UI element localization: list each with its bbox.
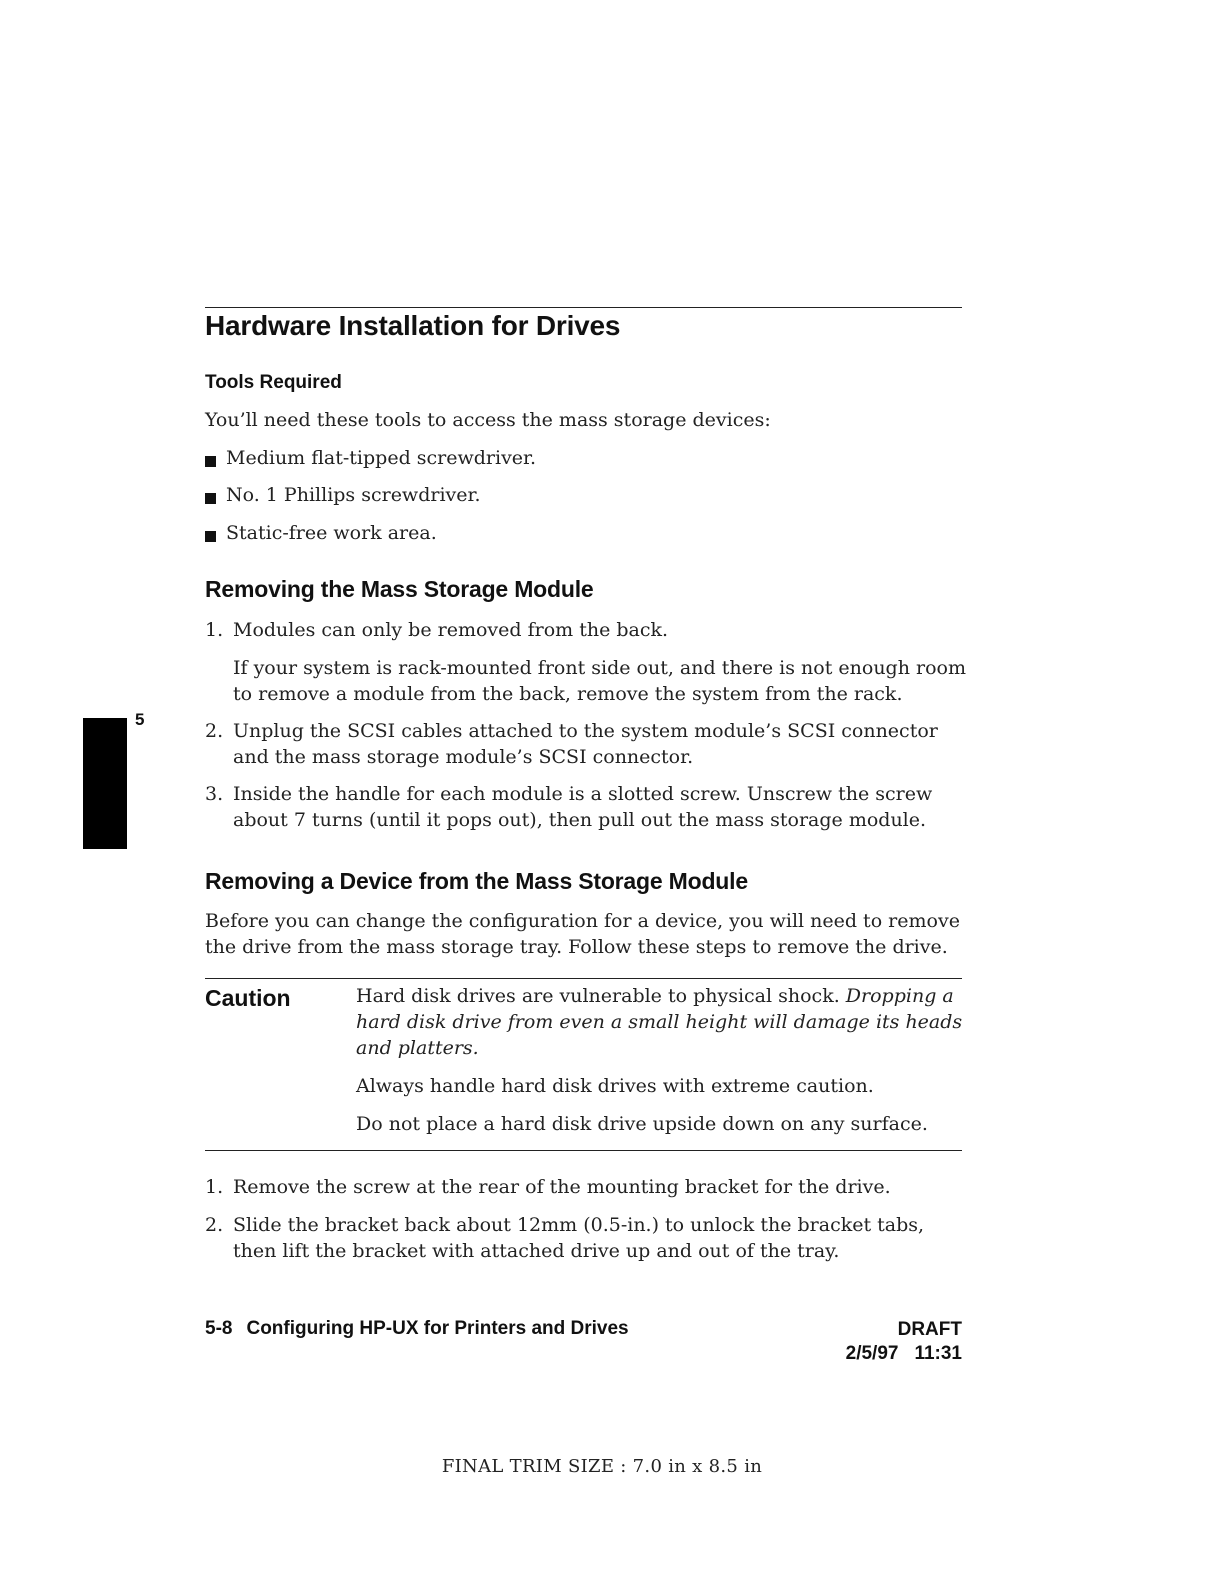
step-note: If your system is rack-mounted front side out, and there is not enough room to remove a module from the back, remove the system from the rack. xyxy=(233,657,966,705)
tools-item: Medium flat-tipped screwdriver. xyxy=(226,447,537,469)
footer-status: DRAFT xyxy=(897,1319,962,1340)
step-number: 1. xyxy=(205,1176,224,1198)
title-rule xyxy=(205,307,962,308)
footer-datetime xyxy=(846,1342,962,1366)
removing-module-heading: Removing the Mass Storage Module xyxy=(205,576,594,602)
step-text: Unplug the SCSI cables attached to the system module’s SCSI connector and the mass storage module’s SCSI connector. xyxy=(233,720,938,768)
bullet-icon xyxy=(205,456,216,467)
removing-device-intro: Before you can change the configuration for a device, you will need to remove the drive from the mass storage tray. Follow these steps to remove the drive. xyxy=(205,910,960,958)
caution-italic-text xyxy=(356,1009,962,1061)
tools-intro: You’ll need these tools to access the mass storage devices: xyxy=(205,409,771,431)
step-number: 1. xyxy=(205,619,224,641)
step-number: 2. xyxy=(205,1214,224,1236)
tools-item: No. 1 Phillips screwdriver. xyxy=(226,484,481,506)
footer-page-number: 5-8 xyxy=(205,1318,233,1339)
caution-italic-rest: hard disk drive from even a small height will damage its heads and platters. xyxy=(356,1011,963,1059)
bullet-icon xyxy=(205,531,216,542)
footer-draft-stamp xyxy=(846,1318,962,1366)
step-text: Modules can only be removed from the back. xyxy=(233,619,669,641)
caution-plain-text: Hard disk drives are vulnerable to physical shock. xyxy=(356,985,840,1007)
tools-item: Static-free work area. xyxy=(226,522,437,544)
step-number: 2. xyxy=(205,720,224,742)
caution-line-1 xyxy=(356,983,954,1009)
caution-label: Caution xyxy=(205,985,291,1011)
footer-chapter-title: Configuring HP-UX for Printers and Drives xyxy=(246,1318,629,1339)
tools-heading: Tools Required xyxy=(205,372,342,393)
trim-size-note: FINAL TRIM SIZE : 7.0 in x 8.5 in xyxy=(441,1456,763,1477)
caution-italic-start: Dropping a xyxy=(845,985,954,1007)
footer-page-ref xyxy=(205,1318,629,1340)
caution-para-3: Do not place a hard disk drive upside down on any surface. xyxy=(356,1113,928,1135)
caution-bottom-rule xyxy=(205,1150,962,1151)
removing-device-heading: Removing a Device from the Mass Storage Module xyxy=(205,868,748,894)
caution-top-rule xyxy=(205,978,962,979)
step-text: Slide the bracket back about 12mm (0.5-in.) to unlock the bracket tabs, then lift the bracket with attached drive up and out of the tray. xyxy=(233,1214,925,1262)
page-title: Hardware Installation for Drives xyxy=(205,310,621,341)
footer-time: 11:31 xyxy=(914,1343,962,1364)
chapter-tab-number: 5 xyxy=(135,710,145,729)
step-text: Remove the screw at the rear of the mounting bracket for the drive. xyxy=(233,1176,891,1198)
step-number: 3. xyxy=(205,783,224,805)
caution-para-2: Always handle hard disk drives with extreme caution. xyxy=(356,1075,874,1097)
step-text: Inside the handle for each module is a slotted screw. Unscrew the screw about 7 turns (until it pops out), then pull out the mass storage module. xyxy=(233,783,933,831)
footer-date: 2/5/97 xyxy=(845,1343,899,1364)
chapter-tab-marker xyxy=(83,718,127,849)
bullet-icon xyxy=(205,493,216,504)
